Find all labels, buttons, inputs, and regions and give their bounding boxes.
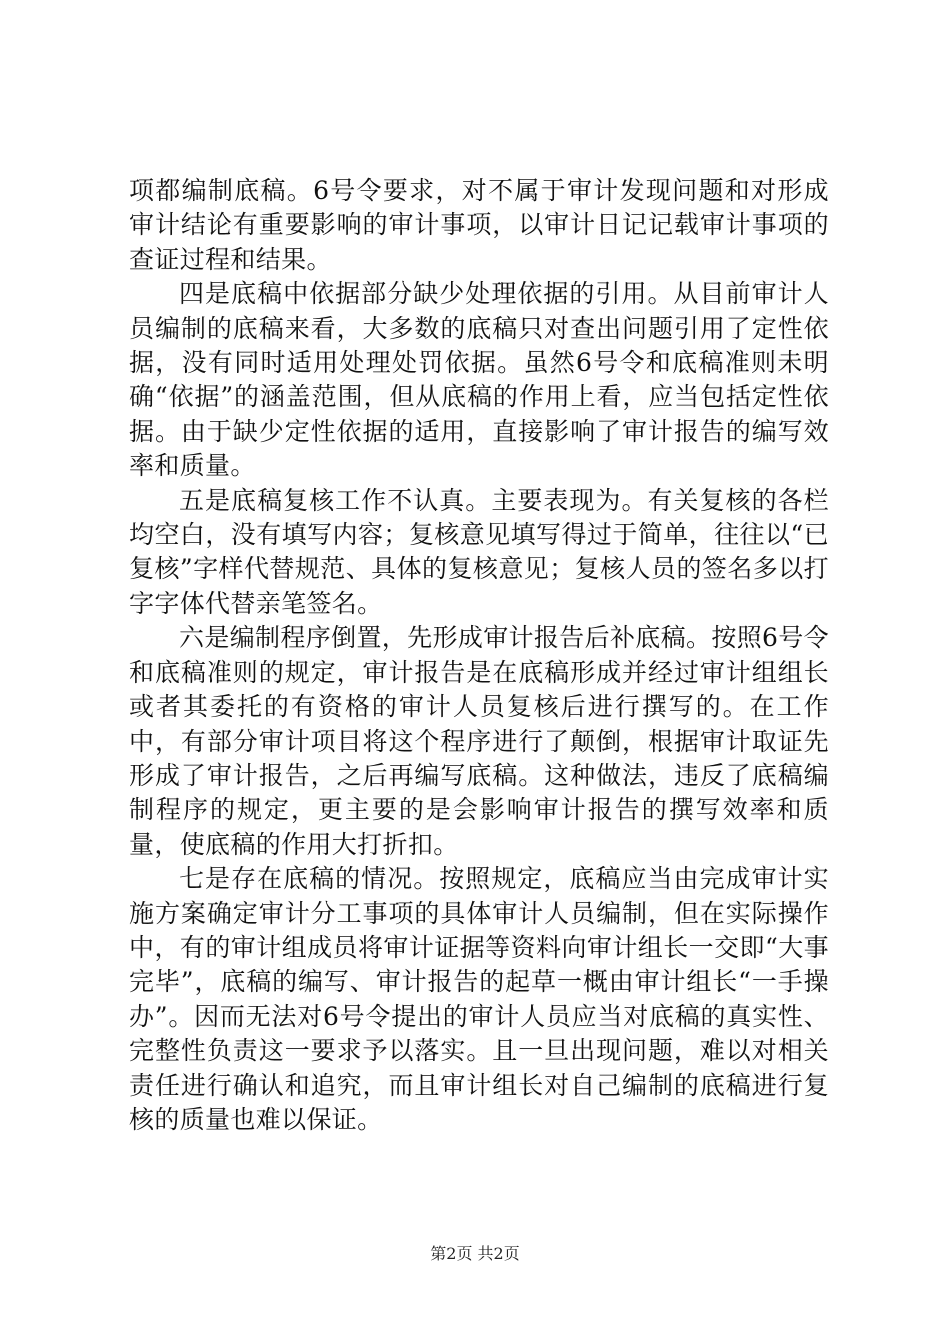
paragraph-point-six: 六是编制程序倒置，先形成审计报告后补底稿。按照6号令和底稿准则的规定，审计报告是在底稿形成并经过审计组组长或者其委托的有资格的审计人员复核后进行撰写的。在工作中，有部分审计项目将这个程序进行了颠倒，根据审计取证先形成了审计报告，之后再编写底稿。这种做法，违反了底稿编制程序的规定，更主要的是会影响审计报告的撰写效率和质量，使底稿的作用大打折扣。	[129, 623, 830, 859]
paragraph-continuation: 项都编制底稿。6号令要求，对不属于审计发现问题和对形成审计结论有重要影响的审计事项，以审计日记记载审计事项的查证过程和结果。	[129, 176, 829, 274]
page-number-label: 第2页 共2页	[430, 1244, 520, 1263]
paragraph-point-four: 四是底稿中依据部分缺少处理依据的引用。从目前审计人员编制的底稿来看，大多数的底稿只对查出问题引用了定性依据，没有同时适用处理处罚依据。虽然6号令和底稿准则未明确“依据”的涵盖范围，但从底稿的作用上看，应当包括定性依据。由于缺少定性依据的适用，直接影响了审计报告的编写效率和质量。	[129, 279, 829, 481]
paragraph-point-five: 五是底稿复核工作不认真。主要表现为。有关复核的各栏均空白，没有填写内容；复核意见填写得过于简单，往往以“已复核”字样代替规范、具体的复核意见；复核人员的签名多以打字字体代替亲笔签名。	[129, 485, 829, 618]
page-footer	[0, 1244, 950, 1264]
document-body	[129, 174, 829, 1137]
paragraph-point-seven: 七是存在底稿的情况。按照规定，底稿应当由完成审计实施方案确定审计分工事项的具体审计人员编制，但在实际操作中，有的审计组成员将审计证据等资料向审计组长一交即“大事完毕”，底稿的编写、审计报告的起草一概由审计组长“一手操办”。因而无法对6号令提出的审计人员应当对底稿的真实性、完整性负责这一要求予以落实。且一旦出现问题，难以对相关责任进行确认和追究，而且审计组长对自己编制的底稿进行复核的质量也难以保证。	[129, 864, 829, 1134]
